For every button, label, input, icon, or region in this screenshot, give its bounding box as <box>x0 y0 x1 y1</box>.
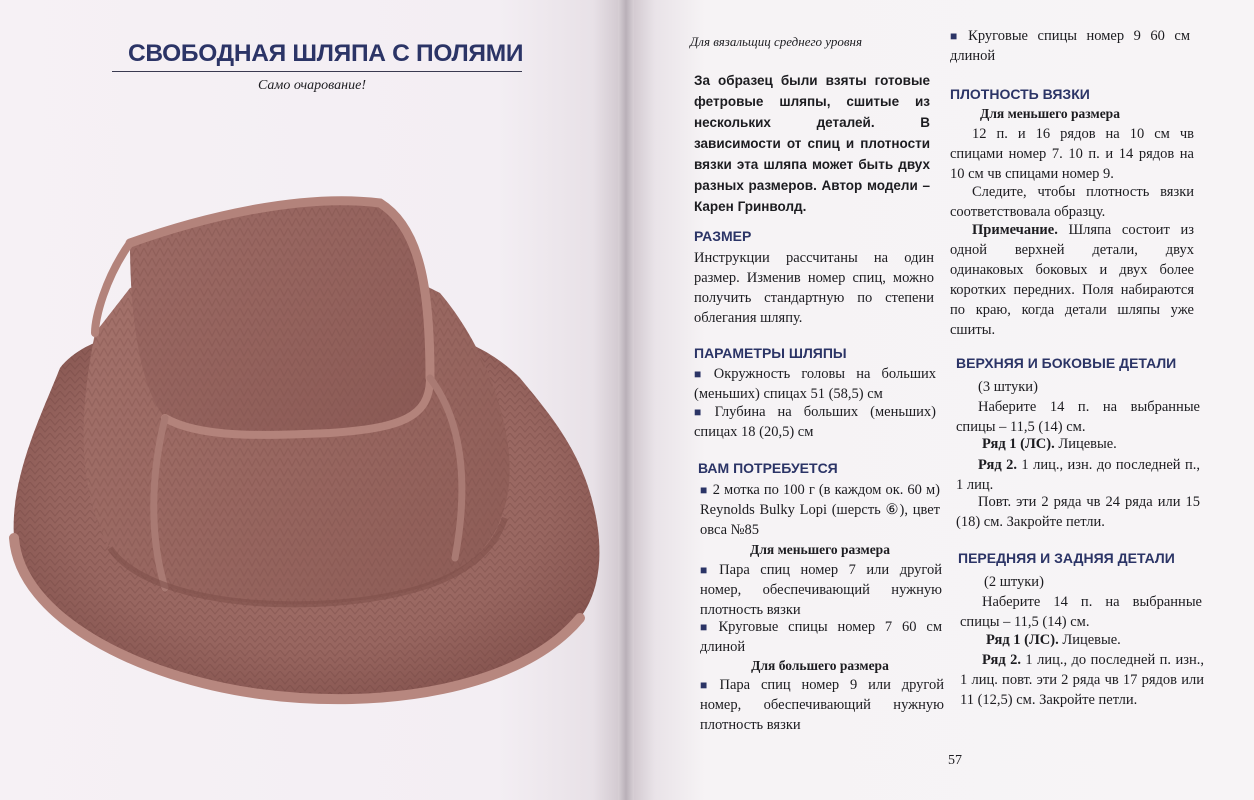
front-back-row2 <box>960 650 1204 710</box>
top-side-count: (3 штуки) <box>978 379 1038 395</box>
intro-text: За образец были взяты готовые фетровые шляпы, сшитые из нескольких деталей. В зависимости от спиц и плотности вязки эта шляпа может быть двух разных размеров. Автор модели – Карен Гринволд. <box>694 73 930 214</box>
front-back-heading: ПЕРЕДНЯЯ И ЗАДНЯЯ ДЕТАЛИ <box>958 550 1175 566</box>
top-side-heading: ВЕРХНЯЯ И БОКОВЫЕ ДЕТАЛИ <box>956 355 1177 371</box>
gauge-heading: ПЛОТНОСТЬ ВЯЗКИ <box>950 86 1090 102</box>
needles-item: ■ Пара спиц номер 9 или другой номер, обеспечивающий нужную плотность вязки <box>700 675 944 735</box>
row2-label: Ряд 2. <box>978 457 1017 473</box>
top-side-row1 <box>982 434 1117 454</box>
gauge-check-text: Следите, чтобы плотность вязки соответствовала образцу. <box>950 184 1194 220</box>
materials-smaller-label: Для меньшего размера <box>750 542 890 557</box>
note-text: Шляпа состоит из одной верхней детали, двух одинаковых боковых и двух более коротких передних. Поля набираются по краю, когда детали шляпы уже сшиты. <box>950 222 1194 338</box>
row1-label: Ряд 1 (ЛС). <box>986 632 1059 648</box>
needles-item: ■ Круговые спицы номер 7 60 см длиной <box>700 617 942 657</box>
needles-item: ■ Пара спиц номер 7 или другой номер, обеспечивающий нужную плотность вязки <box>700 560 942 620</box>
page-title: СВОБОДНАЯ ШЛЯПА С ПОЛЯМИ <box>128 40 524 67</box>
book-gutter <box>618 0 634 800</box>
yarn-item: ■ 2 мотка по 100 г (в каждом ок. 60 м) Reynolds Bulky Lopi (шерсть ⑥), цвет овса №85 <box>700 480 940 540</box>
row1-label: Ряд 1 (ЛС). <box>982 436 1055 452</box>
row2-text: 1 лиц., до последней п. изн., 1 лиц. повт. эти 2 ряда чв 17 рядов или 11 (12,5) см. Закройте петли. <box>960 652 1204 708</box>
row1-text: Лицевые. <box>1062 632 1121 648</box>
gauge-smaller-label: Для меньшего размера <box>980 106 1120 121</box>
needles-item: ■ Круговые спицы номер 9 60 см длиной <box>950 26 1190 66</box>
row2-label: Ряд 2. <box>982 652 1021 668</box>
page-subtitle: Само очарование! <box>258 78 366 93</box>
note-label: Примечание. <box>972 222 1058 238</box>
top-side-repeat: Повт. эти 2 ряда чв 24 ряда или 15 (18) см. Закройте петли. <box>956 494 1200 530</box>
gauge-note <box>950 220 1194 340</box>
top-side-cast-on: Наберите 14 п. на выбранные спицы – 11,5 (14) см. <box>956 399 1200 435</box>
page-number: 57 <box>948 753 962 768</box>
front-back-row1 <box>986 630 1121 650</box>
title-rule <box>112 71 522 72</box>
params-heading: ПАРАМЕТРЫ ШЛЯПЫ <box>694 345 847 361</box>
row2-text: 1 лиц., изн. до последней п., 1 лиц. <box>956 457 1200 493</box>
front-back-cast-on: Наберите 14 п. на выбранные спицы – 11,5 (14) см. <box>960 594 1202 630</box>
gauge-text: 12 п. и 16 рядов на 10 см чв спицами номер 7. 10 п. и 14 рядов на 10 см чв спицами номер 9. <box>950 126 1194 182</box>
row1-text: Лицевые. <box>1058 436 1117 452</box>
top-side-row2 <box>956 455 1200 495</box>
size-text: Инструкции рассчитаны на один размер. Изменив номер спиц, можно получить стандартную по степени облегания шляпу. <box>694 250 934 326</box>
front-back-count: (2 штуки) <box>984 574 1044 590</box>
params-item: ■ Окружность головы на больших (меньших) спицах 51 (58,5) см <box>694 364 936 404</box>
params-item: ■ Глубина на больших (меньших) спицах 18 (20,5) см <box>694 402 936 442</box>
knitted-hat-photo <box>0 118 610 728</box>
materials-heading: ВАМ ПОТРЕБУЕТСЯ <box>698 460 838 476</box>
materials-larger-label: Для большего размера <box>751 658 889 673</box>
size-heading: РАЗМЕР <box>694 228 752 244</box>
audience-label: Для вязальщиц среднего уровня <box>690 34 863 49</box>
